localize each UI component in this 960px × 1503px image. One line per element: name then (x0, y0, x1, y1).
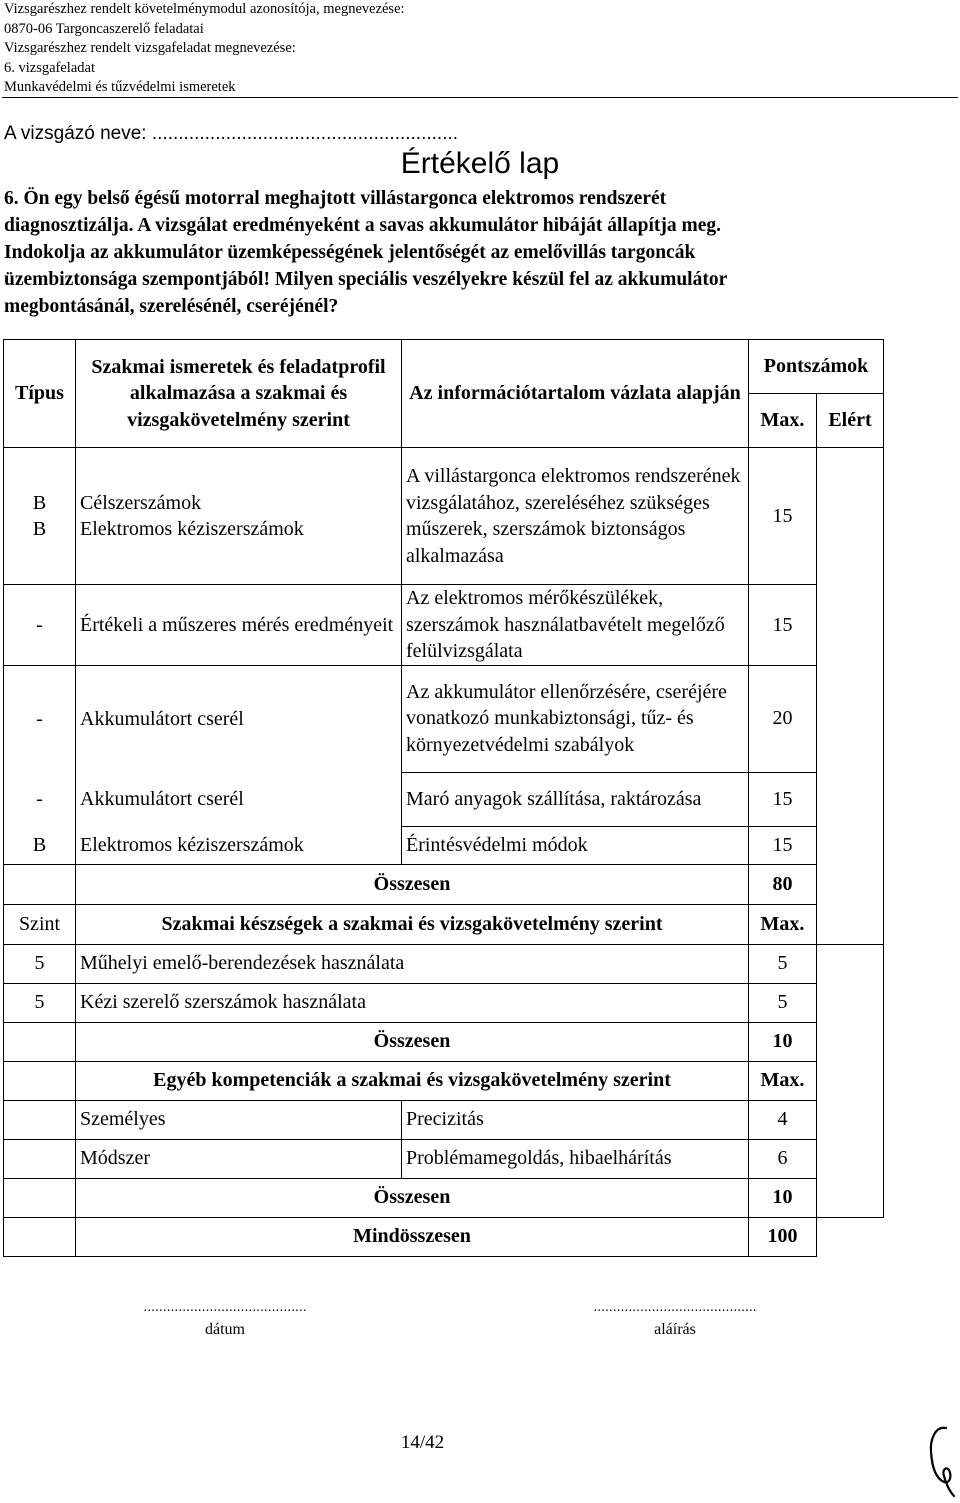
row-max: 15 (749, 585, 817, 666)
subtotal-value: 10 (749, 1178, 817, 1217)
page-number: 14/42 (400, 1432, 445, 1453)
col-head-points: Pontszámok (749, 340, 884, 394)
row-max: 15 (749, 448, 817, 585)
row-max: 5 (749, 983, 817, 1022)
signature-block (530, 1294, 820, 1342)
row-skill: Akkumulátort cserél (76, 772, 402, 826)
date-signature-block (80, 1294, 370, 1342)
row-info: Érintésvédelmi módok (402, 826, 749, 864)
table-row (4, 665, 884, 772)
handwritten-signature-icon (922, 1420, 956, 1498)
subtotal-label: Összesen (76, 1178, 749, 1217)
row-info: Maró anyagok szállítása, raktározása (402, 772, 749, 826)
task-description (4, 185, 876, 320)
task-line: Indokolja az akkumulátor üzemképességének jelentőségét az emelővillás targoncák (4, 242, 696, 263)
col-head-max: Max. (749, 1061, 817, 1100)
row-skill: Elektromos kéziszerszámok (76, 826, 402, 864)
col-head-knowledge: Szakmai ismeretek és feladatprofil alkalmazása a szakmai és vizsgakövetelmény szerint (76, 340, 402, 448)
grand-total-label: Mindösszesen (76, 1217, 749, 1256)
row-level: 5 (4, 944, 76, 983)
achieved-cell[interactable] (817, 448, 884, 945)
row-type: - (4, 585, 76, 666)
row-level: 5 (4, 983, 76, 1022)
row-skill: Műhelyi emelő-berendezések használata (76, 944, 749, 983)
row-max: 15 (749, 826, 817, 864)
header-line: Munkavédelmi és tűzvédelmi ismeretek (4, 79, 236, 95)
other-header-row (4, 1061, 884, 1100)
task-line: üzembiztonsága szempontjából! Milyen speciális veszélyekre készül fel az akkumulátor (4, 269, 728, 290)
table-row (4, 983, 884, 1022)
subtotal-row (4, 1022, 884, 1061)
date-line[interactable]: .......................................... (143, 1298, 307, 1314)
row-skill: Értékeli a műszeres mérés eredményeit (76, 585, 402, 666)
document-header (4, 0, 405, 98)
table-row (4, 585, 884, 666)
header-line: 0870-06 Targoncaszerelő feladatai (4, 20, 204, 37)
skills-header-label: Szakmai készségek a szakmai és vizsgakövetelmény szerint (76, 904, 749, 944)
col-head-level: Szint (4, 904, 76, 944)
row-max: 5 (749, 944, 817, 983)
col-head-achieved: Elért (817, 394, 884, 448)
subtotal-label: Összesen (76, 1022, 749, 1061)
row-max: 20 (749, 665, 817, 772)
candidate-name-field: A vizsgázó neve: .......................................................... (4, 123, 459, 144)
row-competence: Problémamegoldás, hibaelhárítás (402, 1139, 749, 1178)
row-info: Az akkumulátor ellenőrzésére, cseréjére vonatkozó munkabiztonsági, tűz- és környezetvédelmi szabályok (402, 665, 749, 772)
row-skill: Célszerszámok Elektromos kéziszerszámok (76, 448, 402, 585)
header-line: Vizsgarészhez rendelt vizsgafeladat megnevezése: (4, 40, 296, 56)
row-max: 4 (749, 1100, 817, 1139)
row-info: Az elektromos mérőkészülékek, szerszámok használatbavételt megelőző felülvizsgálata (402, 585, 749, 666)
row-max: 15 (749, 772, 817, 826)
col-head-max: Max. (749, 904, 817, 944)
row-type: B (4, 826, 76, 864)
other-header-label: Egyéb kompetenciák a szakmai és vizsgakövetelmény szerint (76, 1061, 749, 1100)
col-head-info: Az információtartalom vázlata alapján (402, 340, 749, 448)
row-competence: Precizitás (402, 1100, 749, 1139)
evaluation-table (3, 339, 884, 1257)
row-skill: Akkumulátort cserél (76, 665, 402, 772)
task-line: megbontásánál, szerelésénél, cseréjénél? (4, 296, 339, 317)
row-category: Módszer (76, 1139, 402, 1178)
signature-line[interactable]: .......................................... (593, 1298, 757, 1314)
row-skill: Kézi szerelő szerszámok használata (76, 983, 749, 1022)
date-label: dátum (205, 1321, 245, 1338)
row-info: A villástargonca elektromos rendszerének vizsgálatához, szereléséhez szükséges műszerek, szerszámok biztonságos alkalmazása (402, 448, 749, 585)
task-line: 6. Ön egy belső égésű motorral meghajtott villástargonca elektromos rendszerét (4, 188, 667, 209)
grand-total-row (4, 1217, 884, 1256)
col-head-type: Típus (4, 340, 76, 448)
subtotal-row (4, 864, 884, 904)
table-row (4, 1100, 884, 1139)
header-divider (2, 97, 958, 98)
subtotal-value: 80 (749, 864, 817, 904)
subtotal-row (4, 1178, 884, 1217)
skills-header-row (4, 904, 884, 944)
table-row (4, 772, 884, 826)
task-line: diagnosztizálja. A vizsgálat eredményeként a savas akkumulátor hibáját állapítja meg. (4, 215, 721, 236)
header-line: Vizsgarészhez rendelt követelménymodul azonosítója, megnevezése: (4, 1, 405, 17)
table-row (4, 448, 884, 585)
signature-label: aláírás (654, 1321, 696, 1338)
table-row (4, 826, 884, 864)
row-type: - (4, 772, 76, 826)
page-title: Értékelő lap (400, 147, 560, 180)
row-type: - (4, 665, 76, 772)
header-line: 6. vizsgafeladat (4, 59, 95, 76)
achieved-cell[interactable] (817, 944, 884, 1217)
row-type: B B (4, 448, 76, 585)
subtotal-label: Összesen (76, 864, 749, 904)
row-category: Személyes (76, 1100, 402, 1139)
table-row (4, 944, 884, 983)
subtotal-value: 10 (749, 1022, 817, 1061)
table-row (4, 1139, 884, 1178)
col-head-max: Max. (749, 394, 817, 448)
row-max: 6 (749, 1139, 817, 1178)
grand-total-value: 100 (749, 1217, 817, 1256)
